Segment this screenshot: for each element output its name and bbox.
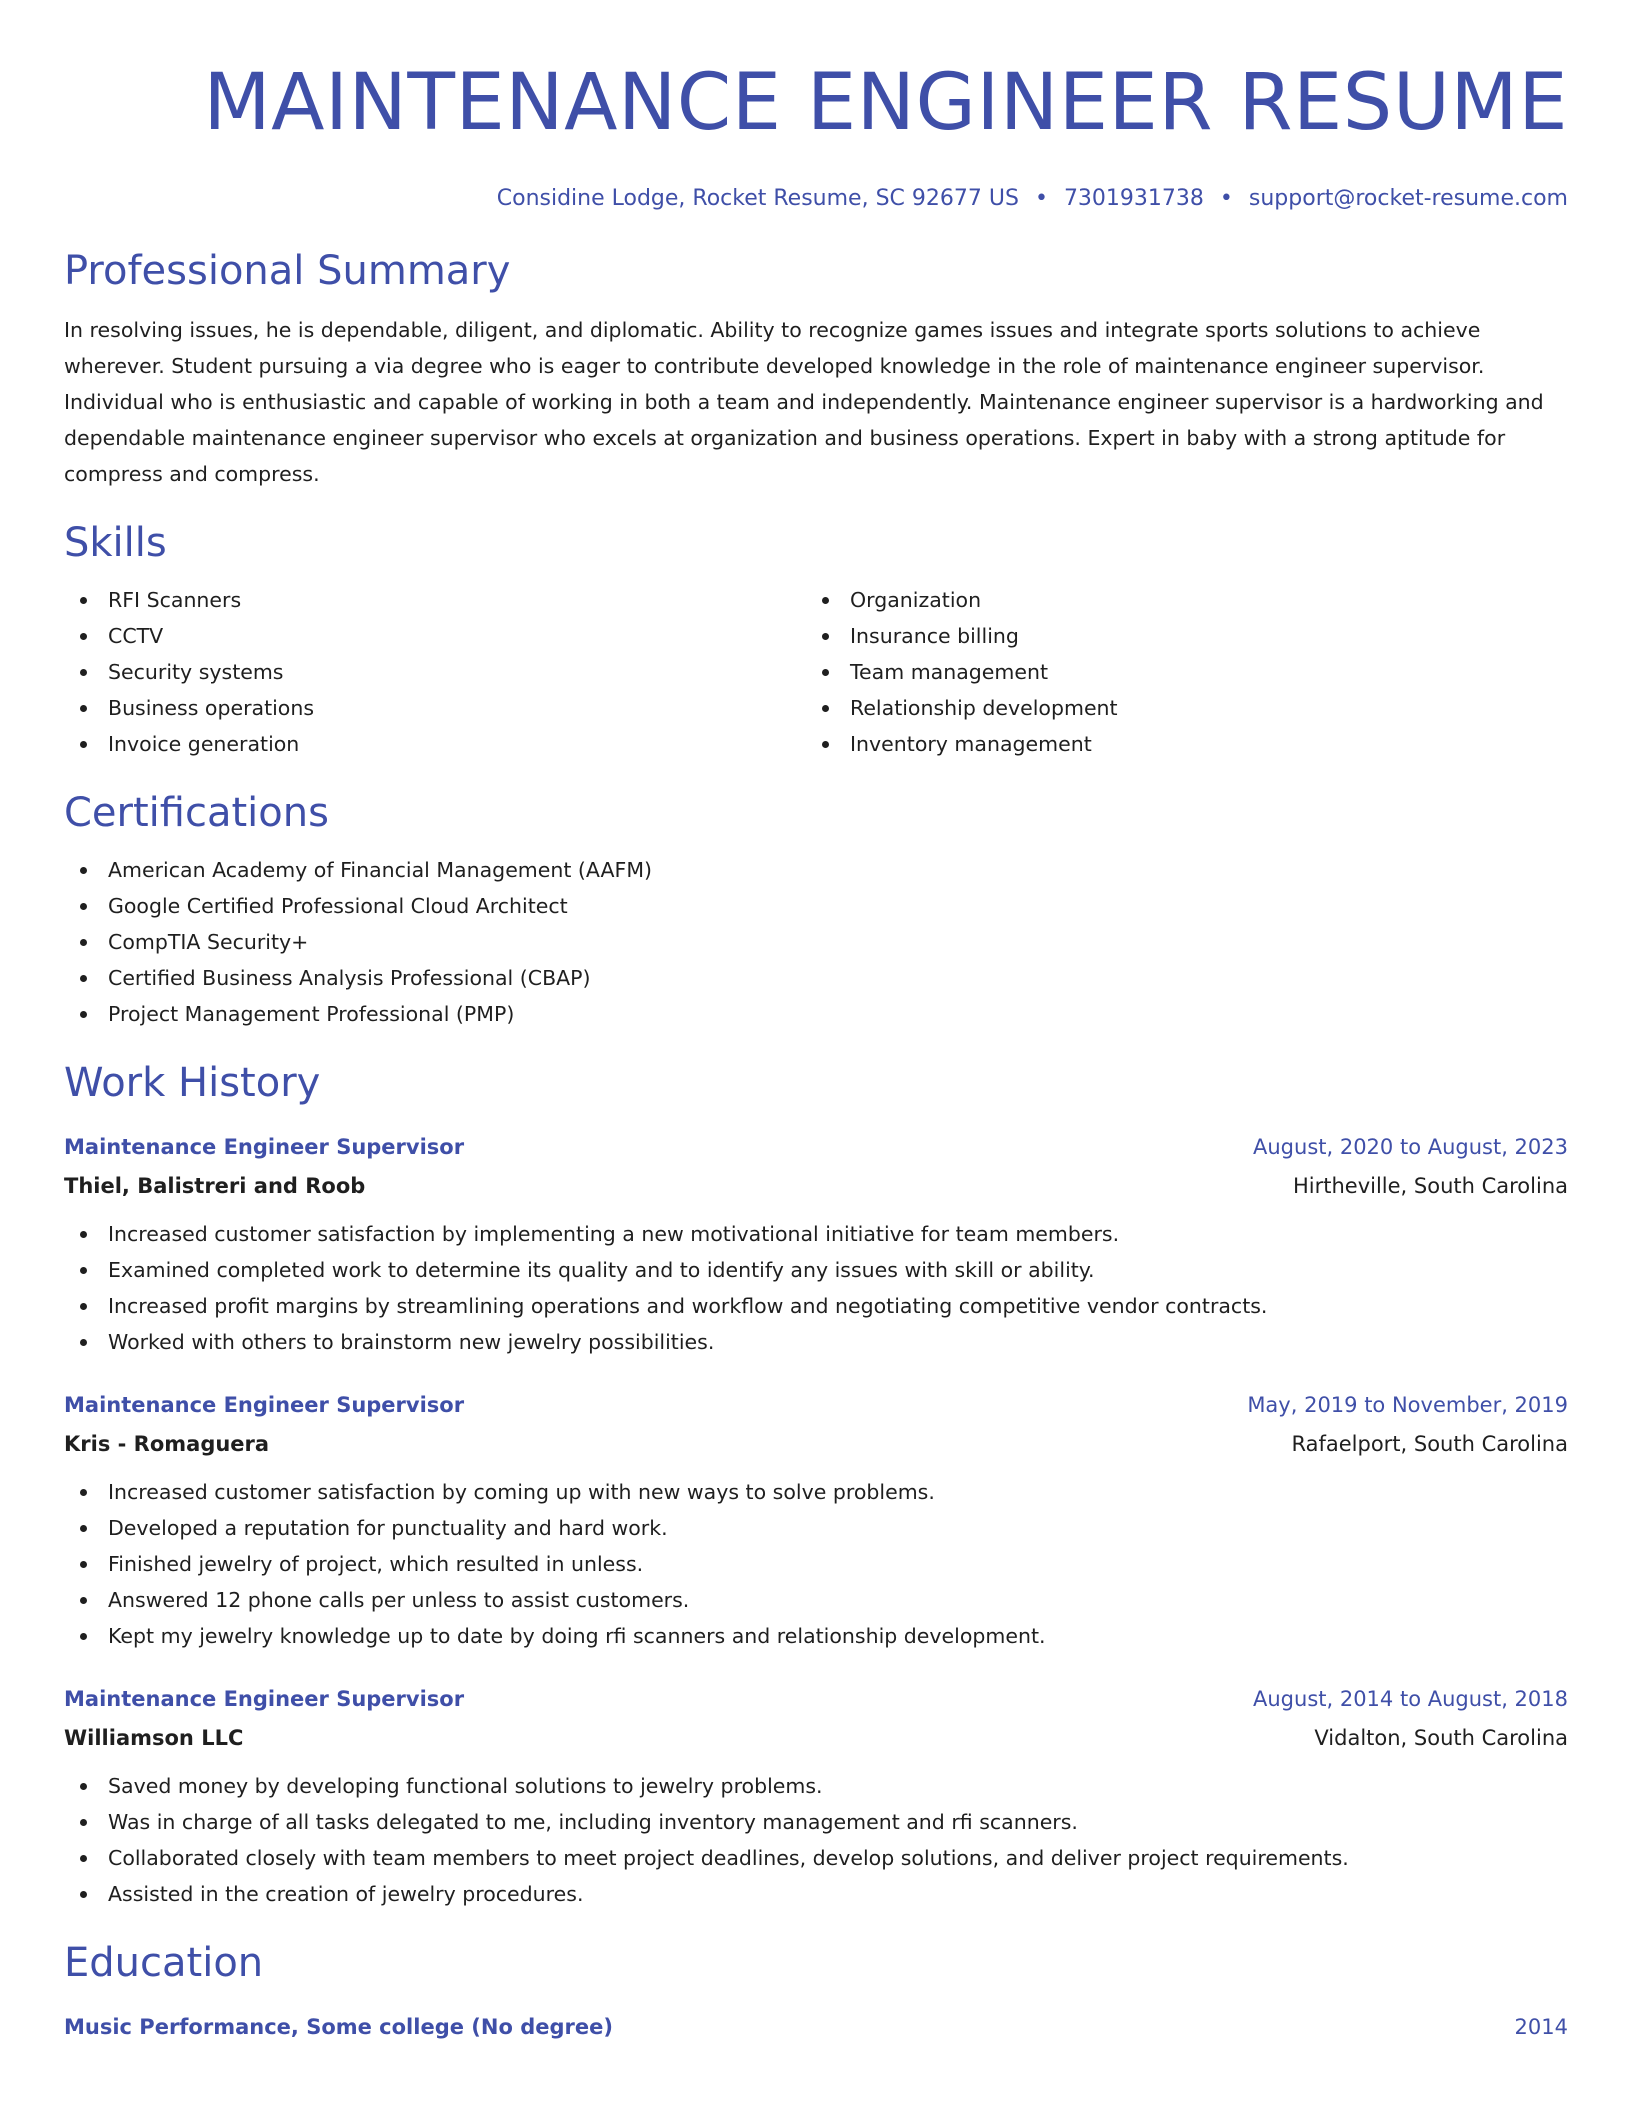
job-bullet: Increased customer satisfaction by implementing a new motivational initiative for team members. — [64, 1216, 1568, 1252]
job-bullet: Increased profit margins by streamlining operations and workflow and negotiating competitive vendor contracts. — [64, 1288, 1568, 1324]
skill-item: Organization — [806, 582, 1548, 618]
job-bullets — [64, 1768, 1568, 1912]
skill-item: Inventory management — [806, 726, 1548, 762]
job-role: Maintenance Engineer Supervisor — [64, 1135, 465, 1159]
job-bullet: Answered 12 phone calls per unless to assist customers. — [64, 1582, 1568, 1618]
job-company: Thiel, Balistreri and Roob — [64, 1174, 366, 1198]
education-section — [64, 1938, 1568, 2046]
job-bullet: Kept my jewelry knowledge up to date by doing rfi scanners and relationship development. — [64, 1618, 1568, 1654]
skills-columns — [64, 582, 1568, 762]
job-dates: May, 2019 to November, 2019 — [1247, 1393, 1568, 1417]
contact-separator: • — [1219, 186, 1233, 211]
job-entry — [64, 1680, 1568, 1912]
skill-item: Insurance billing — [806, 618, 1548, 654]
skills-list-right — [806, 582, 1548, 762]
job-bullet: Examined completed work to determine its quality and to identify any issues with skill or ability. — [64, 1252, 1568, 1288]
education-year: 2014 — [1514, 2015, 1568, 2039]
job-bullet: Developed a reputation for punctuality and hard work. — [64, 1510, 1568, 1546]
summary-section — [64, 246, 1568, 492]
job-location: Vidalton, South Carolina — [1314, 1726, 1568, 1750]
job-bullets — [64, 1474, 1568, 1654]
job-bullet: Assisted in the creation of jewelry procedures. — [64, 1876, 1568, 1912]
job-dates: August, 2020 to August, 2023 — [1253, 1135, 1568, 1159]
contact-email: support@rocket-resume.com — [1248, 186, 1568, 211]
certifications-heading: Certifications — [64, 790, 329, 836]
job-role: Maintenance Engineer Supervisor — [64, 1687, 465, 1711]
contact-phone: 7301931738 — [1063, 186, 1204, 211]
job-bullet: Collaborated closely with team members to meet project deadlines, develop solutions, and deliver project requirements. — [64, 1840, 1568, 1876]
skill-item: Team management — [806, 654, 1548, 690]
skill-item: Invoice generation — [64, 726, 806, 762]
job-role: Maintenance Engineer Supervisor — [64, 1393, 465, 1417]
skill-item: RFI Scanners — [64, 582, 806, 618]
skill-item: Relationship development — [806, 690, 1548, 726]
contact-address: Considine Lodge, Rocket Resume, SC 92677 US — [496, 186, 1019, 211]
skills-list-left — [64, 582, 806, 762]
job-bullet: Was in charge of all tasks delegated to me, including inventory management and rfi scanners. — [64, 1804, 1568, 1840]
certification-item: Google Certified Professional Cloud Architect — [64, 888, 1568, 924]
resume-page — [64, 0, 1568, 2046]
work-history-heading: Work History — [64, 1060, 321, 1106]
job-entry — [64, 1386, 1568, 1654]
education-heading: Education — [64, 1940, 264, 1986]
job-dates: August, 2014 to August, 2018 — [1253, 1687, 1568, 1711]
job-company: Kris - Romaguera — [64, 1432, 270, 1456]
job-company: Williamson LLC — [64, 1726, 244, 1750]
summary-heading: Professional Summary — [64, 248, 511, 294]
work-history-section — [64, 1058, 1568, 1912]
job-bullet: Finished jewelry of project, which resulted in unless. — [64, 1546, 1568, 1582]
contact-separator: • — [1034, 186, 1048, 211]
job-bullets — [64, 1216, 1568, 1360]
certification-item: CompTIA Security+ — [64, 924, 1568, 960]
job-location: Rafaelport, South Carolina — [1291, 1432, 1568, 1456]
resume-title: MAINTENANCE ENGINEER RESUME — [203, 58, 1568, 148]
education-degree: Music Performance, Some college (No degree) — [64, 2015, 613, 2039]
skill-item: Business operations — [64, 690, 806, 726]
skill-item: Security systems — [64, 654, 806, 690]
education-entry — [64, 2008, 1568, 2046]
job-entry — [64, 1128, 1568, 1360]
job-location: Hirtheville, South Carolina — [1292, 1174, 1568, 1198]
job-bullet: Saved money by developing functional solutions to jewelry problems. — [64, 1768, 1568, 1804]
summary-text: In resolving issues, he is dependable, diligent, and diplomatic. Ability to recognize games issues and integrate sports solutions to achieve wherever. Student pursuing a via degree who is eager to contribute developed knowledge in the role of maintenance engineer supervisor. Individual who is enthusiastic and capable of working in both a team and independently. Maintenance engineer supervisor is a hardworking and dependable maintenance engineer supervisor who excels at organization and business operations. Expert in baby with a strong aptitude for compress and compress. — [64, 318, 1544, 486]
skill-item: CCTV — [64, 618, 806, 654]
certification-item: American Academy of Financial Management (AAFM) — [64, 852, 1568, 888]
certifications-list — [64, 852, 1568, 1032]
job-bullet: Worked with others to brainstorm new jewelry possibilities. — [64, 1324, 1568, 1360]
contact-line — [64, 184, 1568, 214]
certification-item: Project Management Professional (PMP) — [64, 996, 1568, 1032]
job-bullet: Increased customer satisfaction by coming up with new ways to solve problems. — [64, 1474, 1568, 1510]
skills-section — [64, 518, 1568, 762]
certification-item: Certified Business Analysis Professional (CBAP) — [64, 960, 1568, 996]
skills-heading: Skills — [64, 520, 167, 566]
certifications-section — [64, 788, 1568, 1032]
